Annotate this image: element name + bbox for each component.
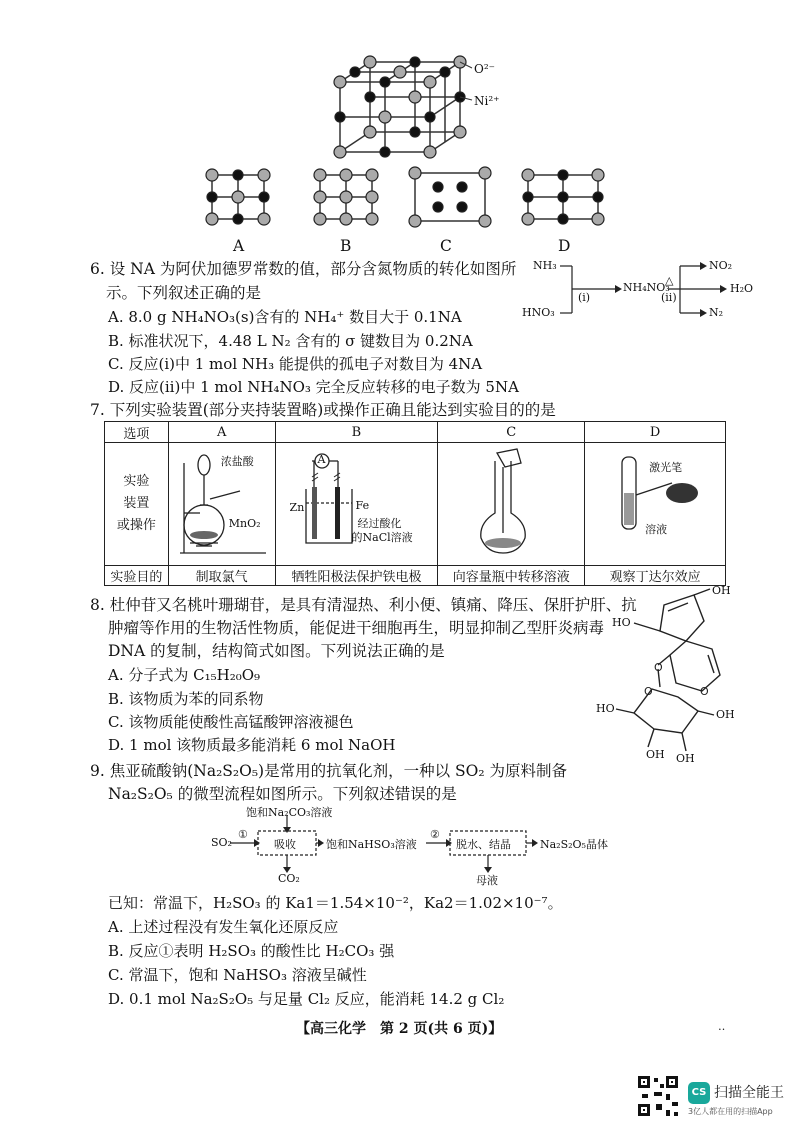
svg-text:O: O bbox=[700, 685, 709, 698]
q8-option-a: A. 分子式为 C₁₅H₂₀O₉ bbox=[108, 666, 261, 684]
footer-mark: ‥ bbox=[718, 1020, 726, 1033]
flow-mother: 母液 bbox=[476, 874, 498, 887]
q6-stem-line1: 6. 设 NA 为阿伏加德罗常数的值，部分含氮物质的转化如图所 bbox=[90, 260, 517, 278]
label-acidified: 经过酸化 bbox=[357, 517, 402, 530]
q9-option-c: C. 常温下，饱和 NaHSO₃ 溶液呈碱性 bbox=[108, 966, 367, 984]
label-solution: 溶液 bbox=[645, 523, 668, 536]
ni2-label: Ni²⁺ bbox=[474, 94, 500, 108]
lattice-label-a: A bbox=[233, 237, 245, 255]
scheme-nh4no3: NH₄NO₃ bbox=[623, 281, 670, 294]
o2-label: O²⁻ bbox=[474, 62, 495, 76]
q7-apparatus-b bbox=[275, 443, 438, 566]
svg-text:O: O bbox=[644, 685, 653, 698]
flow-co2: CO₂ bbox=[278, 872, 300, 885]
q7-apparatus-d bbox=[585, 443, 726, 566]
label-ho-sugar: HO bbox=[596, 702, 615, 715]
q6-option-b: B. 标准状况下，4.48 L N₂ 含有的 σ 键数目为 0.2NA bbox=[108, 332, 473, 350]
q6-option-a: A. 8.0 g NH₄NO₃(s)含有的 NH₄⁺ 数目大于 0.1NA bbox=[108, 308, 462, 326]
q6-option-d: D. 反应(ⅱ)中 1 mol NH₄NO₃ 完全反应转移的电子数为 5NA bbox=[108, 378, 519, 396]
scheme-h2o: H₂O bbox=[730, 282, 754, 295]
label-nacl: 的NaCl溶液 bbox=[351, 531, 413, 544]
scheme-nh3: NH₃ bbox=[533, 259, 557, 272]
lattice-label-d: D bbox=[558, 237, 571, 255]
label-mno2: MnO₂ bbox=[228, 517, 261, 530]
label-ho-left: HO bbox=[612, 616, 631, 629]
flow-so2: SO₂ bbox=[211, 836, 232, 849]
watermark-name: 扫描全能王 bbox=[714, 1085, 784, 1101]
q8-stem-line1: 8. 杜仲苷又名桃叶珊瑚苷，是具有清湿热、利小便、镇痛、降压、保肝护肝、抗 bbox=[90, 596, 637, 614]
q6-stem-line2: 示。下列叙述正确的是 bbox=[106, 284, 262, 302]
crystal-figure bbox=[300, 52, 500, 162]
scheme-step2: (ⅱ) bbox=[661, 291, 677, 304]
q7-purpose-d: 观察丁达尔效应 bbox=[585, 566, 726, 586]
aucubin-structure bbox=[590, 585, 770, 765]
q7-apparatus-a bbox=[168, 443, 275, 566]
flow-box2: 脱水、结晶 bbox=[456, 838, 511, 851]
q7-purpose-a: 制取氯气 bbox=[168, 566, 275, 586]
q9-stem-line2: Na₂S₂O₅ 的微型流程如图所示。下列叙述错误的是 bbox=[108, 785, 457, 803]
q7-apparatus-c bbox=[438, 443, 585, 566]
q9-option-b: B. 反应①表明 H₂SO₃ 的酸性比 H₂CO₃ 强 bbox=[108, 942, 395, 960]
flow-step2: ② bbox=[430, 828, 440, 841]
q7-header-d: D bbox=[585, 422, 726, 443]
camscanner-logo-icon: CS bbox=[688, 1082, 710, 1104]
lattice-options bbox=[200, 165, 620, 230]
q7-header-a: A bbox=[168, 422, 275, 443]
q7-table bbox=[104, 421, 726, 586]
q7-header-b: B bbox=[275, 422, 438, 443]
scheme-hno3: HNO₃ bbox=[522, 306, 555, 319]
label-ammeter: A bbox=[317, 453, 326, 466]
q8-option-d: D. 1 mol 该物质最多能消耗 6 mol NaOH bbox=[108, 736, 396, 754]
scheme-n2: N₂ bbox=[709, 306, 724, 319]
q8-option-c: C. 该物质能使酸性高锰酸钾溶液褪色 bbox=[108, 713, 354, 731]
q9-option-a: A. 上述过程没有发生氧化还原反应 bbox=[108, 918, 339, 936]
q6-option-c: C. 反应(ⅰ)中 1 mol NH₃ 能提供的孤电子对数目为 4NA bbox=[108, 355, 483, 373]
volumetric-flask-icon bbox=[439, 443, 583, 561]
page-footer: 【高三化学 第 2 页(共 6 页)】 bbox=[296, 1021, 503, 1037]
q8-stem-line3: DNA 的复制，结构简式如图。下列说法正确的是 bbox=[108, 642, 445, 660]
q7-row-label: 实验 装置 或操作 bbox=[105, 443, 169, 566]
q9-known: 已知：常温下，H₂SO₃ 的 Ka1＝1.54×10⁻²，Ka2＝1.02×10⁻⁷。 bbox=[108, 894, 563, 912]
q9-option-d: D. 0.1 mol Na₂S₂O₅ 与足量 Cl₂ 反应，能消耗 14.2 g Cl₂ bbox=[108, 990, 505, 1008]
watermark-sub: 3亿人都在用的扫描App bbox=[688, 1107, 773, 1116]
label-oh-sugar1: OH bbox=[716, 708, 735, 721]
flow-mid: 饱和NaHSO₃溶液 bbox=[326, 838, 417, 851]
label-zn: Zn bbox=[289, 501, 305, 514]
lattice-label-b: B bbox=[340, 237, 352, 255]
qr-code-icon bbox=[636, 1074, 680, 1118]
q7-header-option: 选项 bbox=[105, 422, 169, 443]
q7-stem: 7. 下列实验装置(部分夹持装置略)或操作正确且能达到实验目的的是 bbox=[90, 401, 556, 419]
scheme-heat: △ bbox=[665, 274, 674, 287]
q7-purpose-c: 向容量瓶中转移溶液 bbox=[438, 566, 585, 586]
q8-stem-line2: 肿瘤等作用的生物活性物质，能促进干细胞再生，明显抑制乙型肝炎病毒 bbox=[108, 619, 605, 637]
q7-purpose-label: 实验目的 bbox=[105, 566, 169, 586]
flow-product: Na₂S₂O₅晶体 bbox=[540, 838, 608, 851]
lattice-label-c: C bbox=[440, 237, 452, 255]
flow-feed: 饱和Na₂CO₃溶液 bbox=[246, 806, 333, 819]
label-laser: 激光笔 bbox=[649, 461, 683, 474]
flow-step1: ① bbox=[238, 828, 248, 841]
label-fe: Fe bbox=[355, 499, 370, 512]
scheme-step1: (ⅰ) bbox=[578, 291, 591, 304]
label-oh-sugar3: OH bbox=[676, 752, 695, 765]
label-oh-top: OH bbox=[712, 584, 731, 597]
q7-header-c: C bbox=[438, 422, 585, 443]
q7-purpose-b: 牺牲阳极法保护铁电极 bbox=[275, 566, 438, 586]
q9-stem-line1: 9. 焦亚硫酸钠(Na₂S₂O₅)是常用的抗氧化剂，一种以 SO₂ 为原料制备 bbox=[90, 762, 567, 780]
label-conc-hcl: 浓盐酸 bbox=[220, 455, 254, 468]
flow-box1: 吸收 bbox=[274, 838, 296, 851]
scheme-no2: NO₂ bbox=[709, 259, 733, 272]
q8-option-b: B. 该物质为苯的同系物 bbox=[108, 690, 264, 708]
svg-text:O: O bbox=[654, 661, 663, 674]
label-oh-sugar2: OH bbox=[646, 748, 665, 761]
